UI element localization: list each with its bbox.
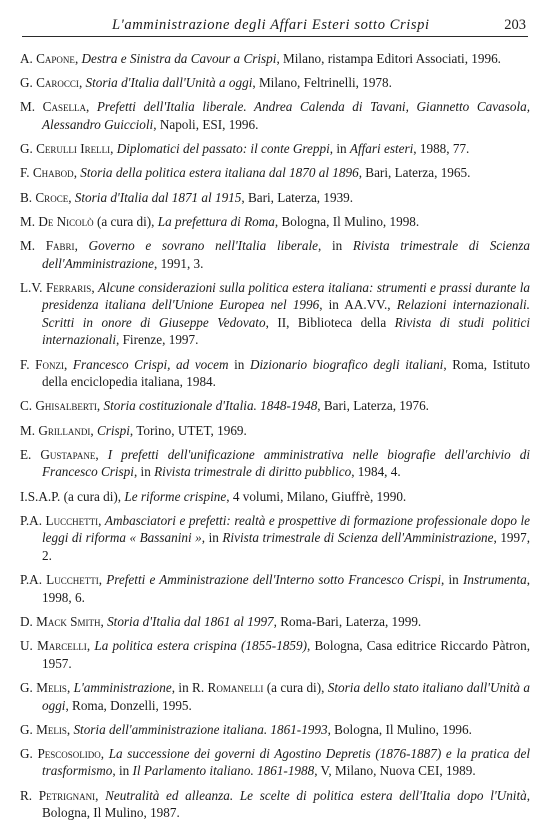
work-title: Storia d'Italia dall'Unità a oggi <box>85 75 253 91</box>
entry-text: , Torino, UTET, 1969. <box>129 422 247 438</box>
entry-text: F. <box>20 356 36 372</box>
entry-text: , in <box>317 237 353 253</box>
bibliography-entry <box>20 679 530 714</box>
entry-text: A. <box>20 51 37 66</box>
entry-text: , Roma, Donzelli, 1995. <box>65 697 192 713</box>
work-title: Destra e Sinistra da Cavour a Crispi <box>81 51 277 66</box>
entry-text: G. <box>20 721 37 737</box>
work-title: Relazioni internazionali. Scritti in onore di Giuseppe Vedovato <box>42 297 530 330</box>
bibliography-entry <box>20 140 530 158</box>
author-name: Mack Smith <box>36 613 101 629</box>
entry-text: , 1988, 77. <box>413 141 470 157</box>
entry-text: , <box>66 679 74 695</box>
work-title: Storia dello stato italiano dall'Unità a oggi <box>42 679 531 713</box>
author-name: Cerulli Irelli <box>36 141 111 157</box>
work-title: Prefetti e Amministrazione dell'Interno sotto Francesco Crispi <box>106 572 442 588</box>
bibliography-entry <box>20 397 530 415</box>
work-title: Storia costituzionale d'Italia. 1848-1948 <box>103 398 318 414</box>
entry-text: , Milano, Feltrinelli, 1978. <box>252 75 392 91</box>
author-name: Capone <box>36 51 75 66</box>
bibliography-entry <box>20 488 530 506</box>
work-title: L'amministrazione <box>73 679 172 695</box>
entry-text: , in <box>329 141 350 157</box>
entry-text: , in R. <box>171 679 208 695</box>
entry-text: , <box>100 745 109 761</box>
entry-text: , <box>74 51 82 66</box>
entry-text: , <box>95 787 106 803</box>
author-name: De Nicolò <box>38 213 94 229</box>
entry-text: (a cura di), <box>93 213 158 229</box>
work-title: Governo e sovrano nell'Italia liberale <box>88 237 318 253</box>
bibliography-entry <box>20 613 530 631</box>
work-title: Storia d'Italia dal 1861 al 1997 <box>107 613 274 629</box>
work-title: Alcune considerazioni sulla politica estera italiana: strumenti e prassi durante la presidenza italiana dell'Unione Europea nel 1996 <box>42 279 530 313</box>
entry-text: , in <box>441 572 463 588</box>
entry-text: , 1998, 6. <box>42 572 531 605</box>
entry-text: , in <box>201 530 223 546</box>
bibliography-entry <box>20 189 530 207</box>
work-title: Instrumenta <box>462 572 527 588</box>
entry-text: E. <box>20 446 41 462</box>
bibliography-entry <box>20 213 530 231</box>
entry-text: , Roma, Istituto della enciclopedia italiana, 1984. <box>42 356 531 390</box>
entry-text: , Bari, Laterza, 1965. <box>358 165 471 181</box>
author-name: Ghisalberti <box>35 398 97 414</box>
entry-text: U. <box>20 638 38 654</box>
entry-text: I.S.A.P. (a cura di), <box>20 488 125 504</box>
entry-text: G. <box>20 679 37 695</box>
entry-text: , Bari, Laterza, 1939. <box>241 189 354 205</box>
bibliography-entry <box>20 721 530 739</box>
entry-text: B. <box>20 189 36 205</box>
entry-text: , Bologna, Il Mulino, 1998. <box>274 213 420 229</box>
entry-text: , <box>90 422 97 438</box>
entry-text: , in <box>133 464 155 480</box>
author-name: Lucchetti <box>45 512 99 528</box>
entry-text: , Napoli, ESI, 1996. <box>153 116 259 132</box>
work-title: Ambasciatori e prefetti: realtà e prospettive di formazione professionale dopo le leggi di riforma « Bassanini » <box>42 512 530 546</box>
bibliography-list <box>20 50 530 828</box>
entry-text: M. <box>20 213 39 229</box>
author-name: Fonzi <box>35 356 64 372</box>
bibliography-entry <box>20 571 530 606</box>
author-name: Fabri <box>45 237 75 253</box>
entry-text: R. <box>20 787 39 803</box>
work-title: Rivista trimestrale di Scienza dell'Amministrazione <box>42 237 531 271</box>
work-title: Affari esteri <box>349 141 414 157</box>
entry-text: , 1997, 2. <box>42 530 530 563</box>
entry-text: G. <box>20 75 37 91</box>
author-name: Pescosolido <box>37 745 101 761</box>
bibliography-entry <box>20 356 530 391</box>
work-title: Crispi <box>96 422 130 438</box>
entry-text: , <box>100 613 108 629</box>
entry-text: (a cura di), <box>263 679 328 695</box>
work-title: Storia dell'amministrazione italiana. 1861-1993 <box>73 721 328 737</box>
page-number: 203 <box>504 17 526 33</box>
entry-text: , Firenze, 1997. <box>116 332 199 348</box>
entry-text: G. <box>20 141 37 157</box>
author-name: Croce <box>35 189 69 205</box>
author-name: Melis <box>36 721 67 737</box>
entry-text: , 4 volumi, Milano, Giuffrè, 1990. <box>226 488 407 504</box>
entry-text: , <box>68 189 75 205</box>
entry-text: , <box>78 75 86 91</box>
author-name: Chabod <box>32 165 74 181</box>
work-title: La prefettura di Roma <box>157 213 275 229</box>
work-title: Rivista trimestrale di diritto pubblico <box>154 464 352 480</box>
author-name: Casella <box>42 99 86 115</box>
work-title: Storia d'Italia dal 1871 al 1915 <box>74 189 242 205</box>
entry-text: , Roma-Bari, Laterza, 1999. <box>273 613 422 629</box>
entry-text: M. <box>20 99 43 115</box>
bibliography-entry <box>20 237 530 272</box>
entry-text: , <box>64 356 73 372</box>
entry-text: , 1984, 4. <box>351 464 401 480</box>
entry-text: G. <box>20 745 38 761</box>
entry-text: in <box>228 356 250 372</box>
work-title: Il Parlamento italiano. 1861-1988 <box>132 763 315 779</box>
author-name: Carocci <box>36 75 79 91</box>
entry-text: , Bari, Laterza, 1976. <box>317 398 429 414</box>
bibliography-entry <box>20 422 530 440</box>
entry-text: , V, Milano, Nuova CEI, 1989. <box>314 763 476 779</box>
author-name: Ferraris <box>45 279 92 295</box>
entry-text: L.V. <box>20 279 46 295</box>
entry-text: M. <box>20 422 39 438</box>
author-name: Gustapane <box>40 446 96 462</box>
work-title: Le riforme crispine <box>124 488 227 504</box>
work-title: Neutralità ed alleanza. Le scelte di politica estera dell'Italia dopo l'Unità <box>105 787 527 803</box>
entry-text: , II, Biblioteca della <box>265 314 395 330</box>
entry-text: , <box>85 99 97 115</box>
entry-text: , Bologna, Il Mulino, 1987. <box>42 787 531 821</box>
work-title: Diplomatici del passato: il conte Greppi <box>116 141 330 157</box>
bibliography-entry <box>20 74 530 92</box>
work-title: Francesco Crispi, ad vocem <box>72 356 229 372</box>
author-name: Grillandi <box>38 422 91 438</box>
entry-text: F. <box>20 165 33 181</box>
entry-text: M. <box>20 237 46 253</box>
work-title: La politica estera crispina (1855-1859) <box>94 638 307 654</box>
author-name: Petrignani <box>38 787 96 803</box>
bibliography-entry <box>20 446 530 481</box>
entry-text: , <box>96 398 104 414</box>
page-header <box>22 14 528 37</box>
running-head: L'amministrazione degli Affari Esteri sotto Crispi <box>112 17 430 33</box>
work-title: Prefetti dell'Italia liberale. Andrea Calenda di Tavani, Giannetto Cavasola, Alessandro Guiccioli <box>42 99 530 132</box>
entry-text: , 1991, 3. <box>153 255 204 271</box>
entry-text: P.A. <box>20 572 47 588</box>
entry-text: , <box>66 721 74 737</box>
author-name: Marcelli <box>37 638 87 654</box>
work-title: Dizionario biografico degli italiani <box>249 356 444 372</box>
entry-text: , <box>98 512 105 528</box>
author-name: Romanelli <box>207 679 264 695</box>
entry-text: , <box>98 572 107 588</box>
work-title: Rivista trimestrale di Scienza dell'Amministrazione <box>222 530 494 546</box>
bibliography-entry <box>20 745 530 780</box>
entry-text: C. <box>20 398 36 414</box>
entry-text: , Milano, ristampa Editori Associati, 1996. <box>276 51 501 66</box>
entry-text: , Bologna, Il Mulino, 1996. <box>327 721 472 737</box>
entry-text: , in <box>112 763 133 779</box>
entry-text: , <box>95 446 108 462</box>
entry-text: , in AA.VV., <box>319 297 397 313</box>
bibliography-entry <box>20 164 530 182</box>
author-name: Melis <box>36 679 67 695</box>
bibliography-entry <box>20 279 530 349</box>
bibliography-entry <box>20 50 530 68</box>
author-name: Lucchetti <box>46 572 99 588</box>
entry-text: D. <box>20 613 37 629</box>
bibliography-entry <box>20 637 530 672</box>
bibliography-entry <box>20 98 530 133</box>
work-title: Rivista di studi politici internazionali <box>42 314 530 348</box>
bibliography-entry <box>20 787 530 822</box>
entry-text: P.A. <box>20 512 46 528</box>
entry-text: , Bologna, Casa editrice Riccardo Pàtron, 1957. <box>42 638 530 671</box>
work-title: La successione dei governi di Agostino Depretis (1876-1887) e la pratica del trasformismo <box>42 745 531 779</box>
entry-text: , <box>86 638 95 654</box>
entry-text: , <box>74 237 89 253</box>
work-title: Storia della politica estera italiana dal 1870 al 1896 <box>80 165 359 181</box>
entry-text: , <box>91 279 99 295</box>
bibliography-entry <box>20 512 530 565</box>
work-title: I prefetti dell'unificazione amministrativa nelle biografie dell'archivio di Francesco Crispi <box>42 446 531 480</box>
entry-text: , <box>73 165 81 181</box>
entry-text: , <box>110 141 117 157</box>
